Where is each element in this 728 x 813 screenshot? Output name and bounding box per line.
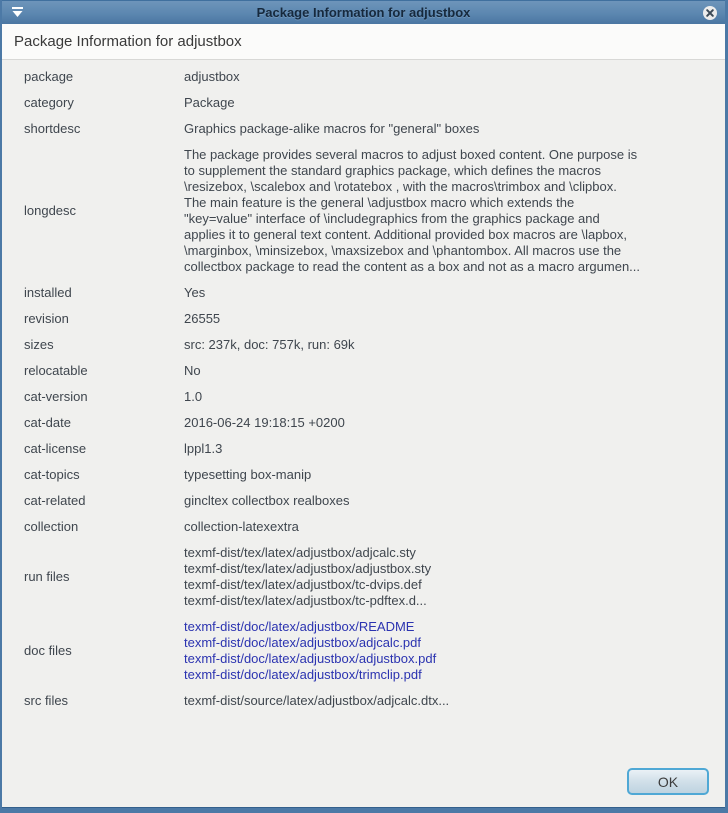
field-value: 1.0	[184, 389, 203, 404]
field-value: lppl1.3	[184, 441, 223, 456]
field-value: adjustbox	[184, 69, 240, 84]
field-label: collection	[24, 519, 79, 534]
longdesc-line: "key=value" interface of \includegraphics from the graphics package and	[184, 211, 600, 226]
field-value	[184, 147, 711, 275]
doc-file-link[interactable]: texmf-dist/doc/latex/adjustbox/README	[184, 619, 415, 634]
dialog-title: Package Information for adjustbox	[2, 24, 725, 60]
field-label: cat-date	[24, 415, 71, 430]
field-label: installed	[24, 285, 72, 300]
field-row-collection	[2, 514, 725, 540]
field-value	[184, 619, 711, 683]
field-label: sizes	[24, 337, 54, 352]
shade-icon[interactable]	[9, 5, 25, 21]
field-row-cat-date	[2, 410, 725, 436]
titlebar[interactable]	[2, 0, 725, 24]
longdesc-line: applies it to general text content. Additional provided box macros are \lapbox,	[184, 227, 627, 242]
field-value: Graphics package-alike macros for "general" boxes	[184, 121, 480, 136]
field-value: collection-latexextra	[184, 519, 299, 534]
field-value: texmf-dist/source/latex/adjustbox/adjcalc.dtx...	[184, 693, 450, 708]
doc-file-link[interactable]: texmf-dist/doc/latex/adjustbox/adjcalc.pdf	[184, 635, 422, 650]
run-file-path: texmf-dist/tex/latex/adjustbox/tc-pdftex.d...	[184, 593, 427, 608]
field-value: No	[184, 363, 201, 378]
field-row-installed	[2, 280, 725, 306]
close-icon[interactable]	[702, 5, 718, 21]
field-value	[184, 545, 711, 609]
run-file-path: texmf-dist/tex/latex/adjustbox/tc-dvips.def	[184, 577, 422, 592]
field-row-cat-topics	[2, 462, 725, 488]
longdesc-line: collectbox package to read the content as a box and not as a macro argumen...	[184, 259, 641, 274]
field-label: package	[24, 69, 74, 84]
run-file-path: texmf-dist/tex/latex/adjustbox/adjustbox.sty	[184, 561, 432, 576]
window-title: Package Information for adjustbox	[256, 5, 471, 20]
field-label: longdesc	[24, 203, 77, 218]
dialog-footer	[2, 768, 725, 808]
field-row-cat-version	[2, 384, 725, 410]
field-value: gincltex collectbox realboxes	[184, 493, 350, 508]
doc-file-link[interactable]: texmf-dist/doc/latex/adjustbox/adjustbox.pdf	[184, 651, 437, 666]
field-value: typesetting box-manip	[184, 467, 312, 482]
field-row-run-files	[2, 540, 725, 614]
field-label: cat-version	[24, 389, 88, 404]
field-label: relocatable	[24, 363, 88, 378]
field-label: cat-topics	[24, 467, 80, 482]
field-row-package	[2, 64, 725, 90]
field-row-src-files	[2, 688, 725, 714]
field-label: cat-related	[24, 493, 86, 508]
longdesc-line: The main feature is the general \adjustbox macro which extends the	[184, 195, 575, 210]
longdesc-line: The package provides several macros to adjust boxed content. One purpose is	[184, 147, 638, 162]
field-label: cat-license	[24, 441, 87, 456]
package-fields	[2, 60, 725, 808]
field-label: src files	[24, 693, 69, 708]
field-value: src: 237k, doc: 757k, run: 69k	[184, 337, 355, 352]
field-row-sizes	[2, 332, 725, 358]
field-label: run files	[24, 569, 70, 584]
field-row-shortdesc	[2, 116, 725, 142]
field-label: revision	[24, 311, 69, 326]
field-row-cat-license	[2, 436, 725, 462]
longdesc-line: \marginbox, \minsizebox, \maxsizebox and \phantombox. All macros use the	[184, 243, 622, 258]
field-value: 26555	[184, 311, 221, 326]
longdesc-line: to supplement the standard graphics package, which defines the macros	[184, 163, 601, 178]
field-label: category	[24, 95, 74, 110]
longdesc-line: \resizebox, \scalebox and \rotatebox , with the macros\trimbox and \clipbox.	[184, 179, 617, 194]
field-value: 2016-06-24 19:18:15 +0200	[184, 415, 345, 430]
field-value: Package	[184, 95, 235, 110]
field-row-doc-files	[2, 614, 725, 688]
ok-button[interactable]: OK	[627, 768, 709, 795]
field-row-cat-related	[2, 488, 725, 514]
field-row-category	[2, 90, 725, 116]
doc-file-link[interactable]: texmf-dist/doc/latex/adjustbox/trimclip.pdf	[184, 667, 422, 682]
field-label: doc files	[24, 643, 72, 658]
field-row-revision	[2, 306, 725, 332]
field-row-longdesc	[2, 142, 725, 280]
field-row-relocatable	[2, 358, 725, 384]
run-file-path: texmf-dist/tex/latex/adjustbox/adjcalc.sty	[184, 545, 416, 560]
field-label: shortdesc	[24, 121, 81, 136]
field-value: Yes	[184, 285, 206, 300]
